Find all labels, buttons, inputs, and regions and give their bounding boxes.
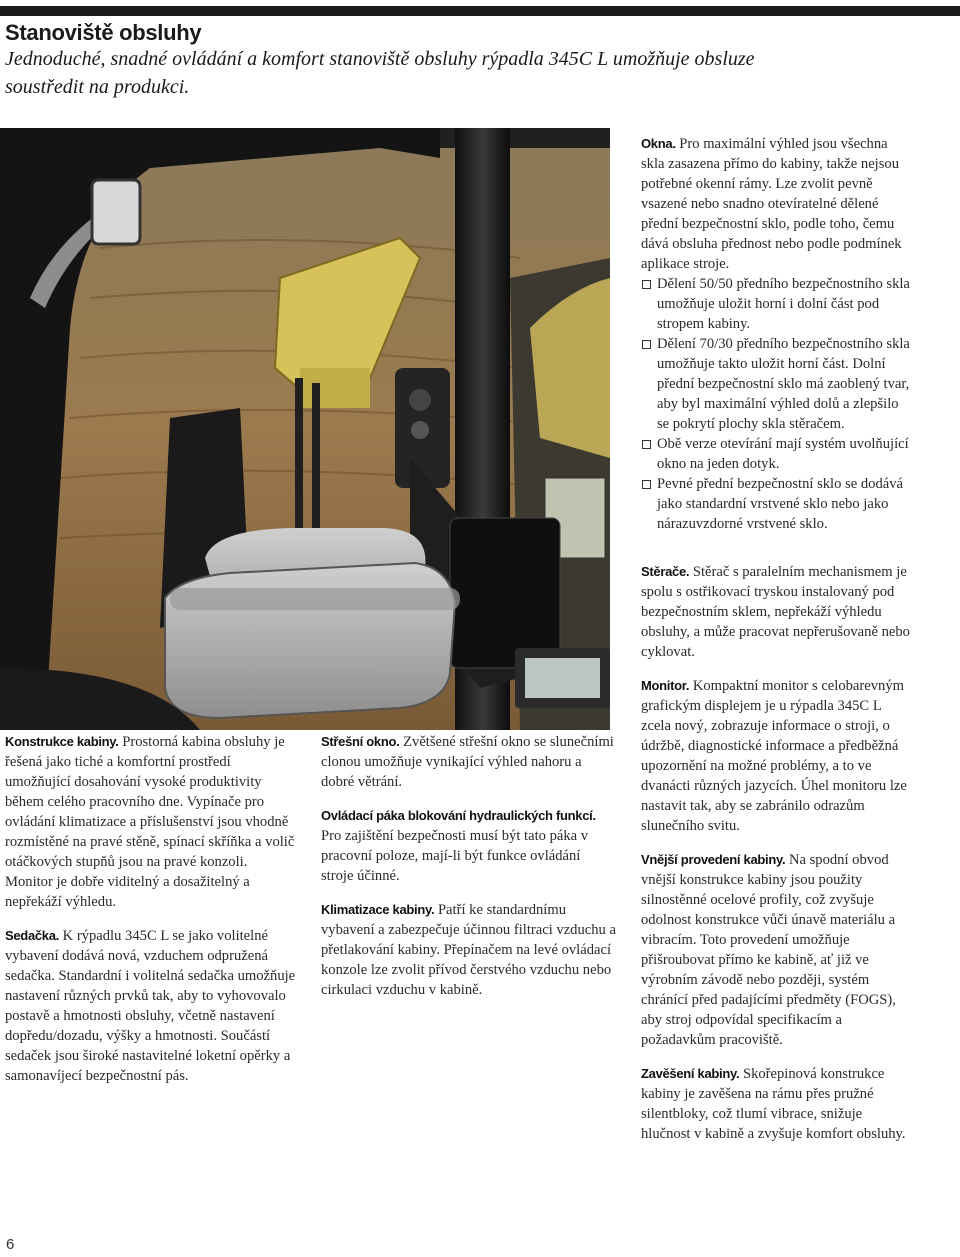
section-text: Pro zajištění bezpečnosti musí být tato páka v pracovní poloze, mají-li být funkce ovládání stroje účinné. <box>321 828 589 884</box>
section-okna <box>641 134 913 274</box>
section-heading: Střešní okno. <box>321 734 400 749</box>
section-text: Stěrač s paralelním mechanismem je spolu s ostřikovací tryskou instalovaný pod bezpečnostním sklem, nepřekáží výhledu obsluhy, a může pracovat nepřerušovaně nebo cyklovat. <box>641 564 910 660</box>
section-zaveseni <box>641 1064 913 1144</box>
list-item: Obě verze otevírání mají systém uvolňující okno na jeden dotyk. <box>641 434 913 474</box>
section-text: Kompaktní monitor s celobarevným grafickým displejem je u rýpadla 345C L zcela nový, zobrazuje informace o stroji, o údržbě, diagnostické informace a předběžná upozornění na možné problémy, a to ve dvanácti různých jazycích. Úhel monitoru lze nastavit tak, aby se zabránilo odrazům slunečního svitu. <box>641 678 907 834</box>
section-vnejsi-provedeni <box>641 850 913 1050</box>
section-text: Zvětšené střešní okno se slunečními clonou umožňuje vynikající výhled nahoru a dobré větrání. <box>321 734 614 790</box>
section-sedacka <box>5 926 297 1086</box>
page-number: 6 <box>6 1236 15 1253</box>
section-heading: Vnější provedení kabiny. <box>641 852 786 867</box>
header-rule <box>0 6 960 16</box>
section-text: Prostorná kabina obsluhy je řešená jako tiché a komfortní prostředí umožňující dosahování vysoké produktivity během celého pracovního dne. Vypínače pro ovládání klimatizace a příslušenství jsou vhodně rozmístěné na pravé stěně, spínací skříňka a volič otáčkových stupňů jsou na pravé konzoli. Monitor je dobře viditelný a dosažitelný a nepřekáží výhledu. <box>5 734 295 910</box>
section-text: K rýpadlu 345C L se jako volitelné vybavení dodává nová, vzduchem odpružená sedačka. Standardní i volitelná sedačka umožňuje nastavení různých prvků tak, aby to vyhovovalo postavě a hmotnosti obsluhy, včetně nastavení dopředu/dozadu, výšky a hmotnosti. Součástí sedaček jsou široké nastavitelné loketní opěrky a samonavíjecí bezpečnostní pás. <box>5 928 296 1084</box>
section-heading: Sedačka. <box>5 928 59 943</box>
text-column-3-bottom <box>641 562 913 1158</box>
section-ovladaci-paka <box>321 806 616 886</box>
section-heading: Monitor. <box>641 678 690 693</box>
section-konstrukce-kabiny <box>5 732 297 912</box>
text-column-3-top <box>641 134 913 548</box>
section-text: Skořepinová konstrukce kabiny je zavěšena na rámu přes pružné silentbloky, což tlumí vibrace, snižuje hlučnost v kabině a zvyšuje komfort obsluhy. <box>641 1066 906 1142</box>
section-text: Na spodní obvod vnější konstrukce kabiny jsou použity silnostěnné ocelové profily, což zvyšuje odolnost konstrukce vůči únavě materiálu a vibracím. Toto provedení umožňuje přišroubovat přímo ke kabině, ať již ve výrobním závodě nebo později, systém chránící před padajícími předměty (FOGS), aby stroj odpovídal specifikacím a požadavkům pracoviště. <box>641 852 896 1048</box>
section-sterace <box>641 562 913 662</box>
section-heading: Ovládací páka blokování hydraulických funkcí. <box>321 808 596 823</box>
page-subtitle: Jednoduché, snadné ovládání a komfort stanoviště obsluhy rýpadla 345C L umožňuje obsluze soustředit na produkci. <box>5 48 755 98</box>
section-monitor <box>641 676 913 836</box>
cab-interior-photo <box>0 128 610 730</box>
list-item: Pevné přední bezpečnostní sklo se dodává jako standardní vrstvené sklo nebo jako nárazuvzdorné vrstvené sklo. <box>641 474 913 534</box>
section-heading: Klimatizace kabiny. <box>321 902 435 917</box>
section-stresni-okno <box>321 732 616 792</box>
section-heading: Zavěšení kabiny. <box>641 1066 740 1081</box>
list-item: Dělení 70/30 předního bezpečnostního skla umožňuje takto uložit horní část. Dolní přední bezpečnostní sklo má zaoblený tvar, aby byl maximální výhled dolů a zlepšilo se pokrytí plochy skla stěračem. <box>641 334 913 434</box>
text-column-2 <box>321 732 616 1014</box>
section-klimatizace <box>321 900 616 1000</box>
section-heading: Stěrače. <box>641 564 690 579</box>
section-text: Patří ke standardnímu vybavení a zabezpečuje účinnou filtraci vzduchu a přetlakování kabiny. Přepínačem na levé ovládací konzole lze zvolit přívod čerstvého vzduchu nebo cirkulaci vzduchu v kabině. <box>321 902 616 998</box>
section-heading: Konstrukce kabiny. <box>5 734 119 749</box>
list-item: Dělení 50/50 předního bezpečnostního skla umožňuje uložit horní i dolní část pod stropem kabiny. <box>641 274 913 334</box>
okna-bullet-list <box>641 274 913 534</box>
text-column-1 <box>5 732 297 1100</box>
section-heading: Okna. <box>641 136 676 151</box>
page-title: Stanoviště obsluhy <box>5 20 202 45</box>
section-text: Pro maximální výhled jsou všechna skla zasazena přímo do kabiny, takže nejsou potřebné okenní rámy. Lze zvolit pevně vsazené nebo snadno otevíratelné dělené přední bezpečnostní sklo, podle toho, čemu dává obsluha přednost nebo podle podmínek aplikace stroje. <box>641 136 902 272</box>
